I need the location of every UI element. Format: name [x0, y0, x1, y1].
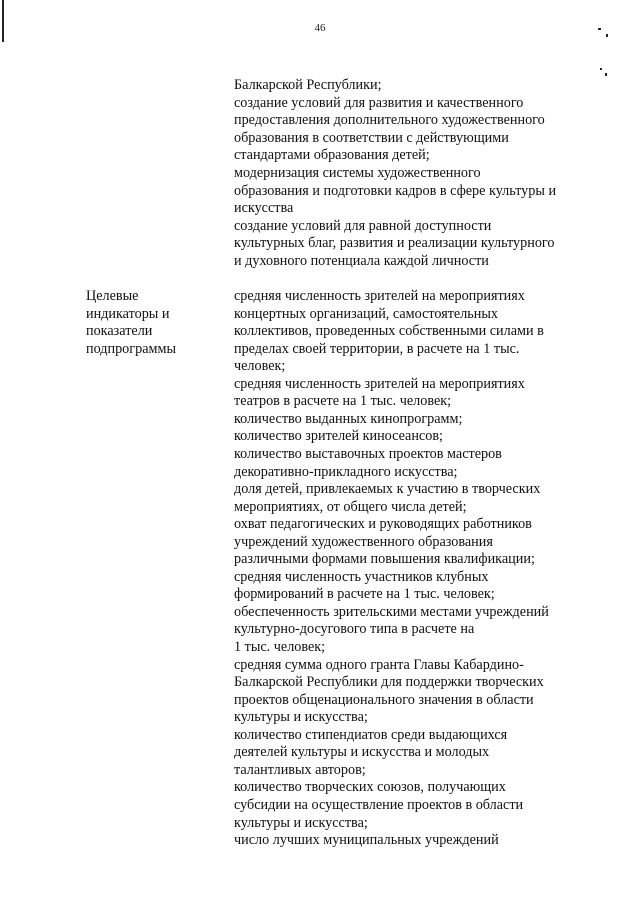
section-label-line: индикаторы и	[86, 305, 170, 322]
indicator-line: учреждений художественного образования	[234, 533, 493, 550]
indicator-line: театров в расчете на 1 тыс. человек;	[234, 393, 452, 410]
intro-line: искусства	[234, 200, 294, 217]
intro-line: культурных благ, развития и реализации культурного	[234, 235, 555, 252]
intro-line: образования в соответствии с действующими	[234, 129, 509, 146]
indicator-line: средняя численность зрителей на мероприятиях	[234, 375, 525, 392]
indicator-line: талантливых авторов;	[234, 761, 366, 778]
indicator-line: человек;	[234, 358, 286, 375]
intro-line: и духовного потенциала каждой личности	[234, 253, 489, 269]
indicator-line: средняя численность зрителей на мероприятиях	[234, 288, 525, 304]
indicator-line: средняя численность участников клубных	[234, 568, 489, 585]
section-label-line: подпрограммы	[86, 340, 176, 357]
indicator-line: Балкарской Республики для поддержки творческих	[234, 674, 544, 691]
scan-edge-mark	[2, 0, 4, 42]
indicator-line: коллективов, проведенных собственными силами в	[234, 323, 544, 340]
section-label-line: показатели	[86, 323, 153, 340]
indicator-line: деятелей культуры и искусства и молодых	[234, 744, 490, 761]
indicator-line: средняя сумма одного гранта Главы Кабардино-	[234, 656, 524, 673]
indicator-line: количество выставочных проектов мастеров	[234, 445, 502, 462]
indicator-line: количество зрителей киносеансов;	[234, 428, 443, 445]
section-label-line: Целевые	[86, 288, 139, 304]
scan-speck	[600, 68, 602, 70]
indicator-line: охват педагогических и руководящих работников	[234, 516, 532, 533]
intro-line: стандартами образования детей;	[234, 147, 430, 164]
indicator-line: формирований в расчете на 1 тыс. человек;	[234, 586, 495, 603]
intro-line: создание условий для равной доступности	[234, 217, 492, 234]
intro-line: Балкарской Республики;	[234, 77, 382, 93]
indicator-line: 1 тыс. человек;	[234, 639, 326, 655]
scan-speck	[605, 73, 607, 76]
indicator-line: культурно-досугового типа в расчете на	[234, 621, 475, 638]
indicator-line: декоративно-прикладного искусства;	[234, 463, 458, 480]
intro-line: создание условий для развития и качественного	[234, 94, 524, 111]
indicator-line: различными формами повышения квалификации;	[234, 551, 535, 568]
indicator-line: культуры и искусства;	[234, 709, 368, 726]
intro-line: предоставления дополнительного художественного	[234, 112, 545, 129]
indicator-line: количество стипендиатов среди выдающихся	[234, 726, 508, 743]
indicator-line: количество выданных кинопрограмм;	[234, 410, 463, 427]
indicator-line: проектов общенационального значения в области	[234, 691, 534, 708]
indicator-line: пределах своей территории, в расчете на 1 тыс.	[234, 340, 520, 357]
indicator-line: число лучших муниципальных учреждений	[234, 832, 499, 849]
indicator-line: субсидии на осуществление проектов в области	[234, 796, 524, 813]
scan-speck	[598, 28, 601, 30]
indicator-line: обеспеченность зрительскими местами учреждений	[234, 603, 549, 620]
indicator-line: количество творческих союзов, получающих	[234, 779, 506, 796]
indicator-line: доля детей, привлекаемых к участию в творческих	[234, 481, 541, 498]
page-number: 46	[314, 22, 326, 34]
indicator-line: мероприятиях, от общего числа детей;	[234, 498, 467, 515]
scan-speck	[606, 34, 608, 37]
indicator-line: культуры и искусства;	[234, 814, 368, 831]
intro-line: модернизация системы художественного	[234, 165, 481, 181]
intro-line: образования и подготовки кадров в сфере культуры и	[234, 182, 557, 199]
indicator-line: концертных организаций, самостоятельных	[234, 305, 498, 322]
